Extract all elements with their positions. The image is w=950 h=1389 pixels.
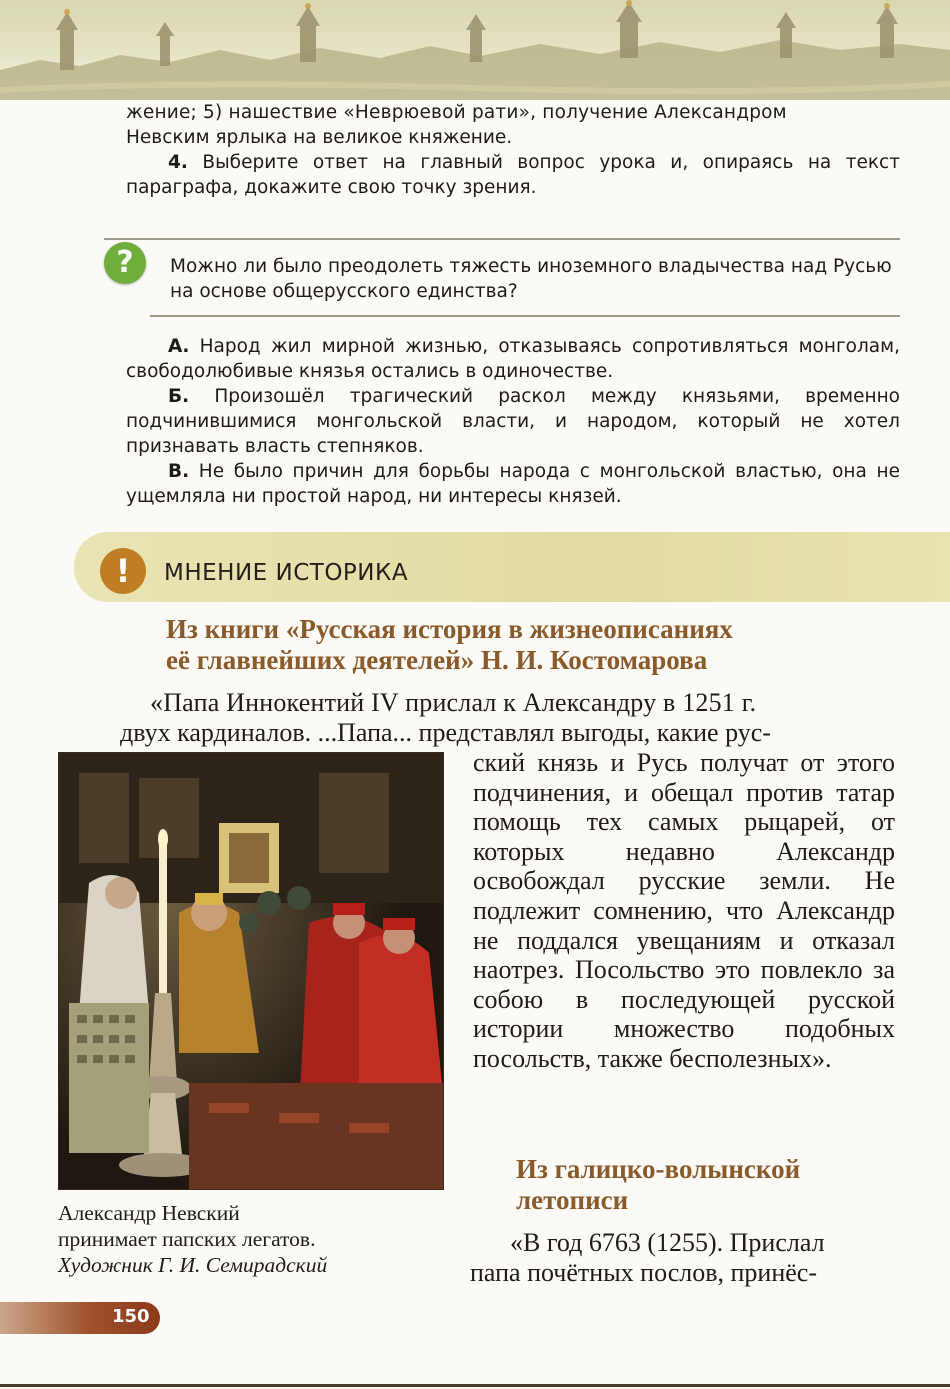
alexander-nevsky-painting: [59, 753, 443, 1189]
chronicle-title-line: летописи: [516, 1185, 629, 1215]
exclamation-icon: !: [100, 548, 146, 594]
task-text: Выберите ответ на главный вопрос урока и, опираясь на текст параграфа, докажите свою точку зрения.: [126, 152, 900, 198]
quote-column: ский князь и Русь получат от этого подчинения, и обещал против татар помощь тех самых рыцарей, от которых недавно Александр освобождал русские земли. Не подлежит сомнению, что Александр не поддался увещаниям и отказал наотрез. Посольство это повлекло за собою в последующей русской истории множество подобных посольств, также бесполезных».: [473, 748, 895, 1073]
book-title-line: Из книги «Русская история в жизнеописаниях: [166, 614, 733, 644]
lesson-question: Можно ли было преодолеть тяжесть иноземного владычества над Русью на основе общерусского единства?: [170, 256, 892, 302]
caption-artist: Художник Г. И. Семирадский: [58, 1253, 328, 1277]
answer-letter: В.: [168, 461, 190, 482]
book-title-line: её главнейших деятелей» Н. И. Костомарова: [166, 645, 708, 675]
bottom-edge: [0, 1384, 950, 1387]
answer-text: Произошёл трагический раскол между князьями, временно подчинившимися монгольской власти, и народом, который не хотел признавать власть степняков.: [126, 386, 901, 457]
answer-option: [126, 384, 900, 459]
answer-text: Народ жил мирной жизнью, отказываясь сопротивляться монголам, свободолюбивые князья остались в одиночестве.: [126, 336, 900, 382]
chronicle-title-line: Из галицко-волынской: [516, 1154, 801, 1184]
task-number: 4.: [168, 152, 188, 173]
quote-line: «Папа Иннокентий IV прислал к Александру в 1251 г.: [150, 688, 757, 717]
chronicle-title: [516, 1154, 896, 1216]
answer-option: [126, 334, 900, 384]
continuation-line: жение; 5) нашествие «Неврюевой рати», получение Александром: [126, 102, 787, 123]
divider: [150, 315, 900, 317]
caption-line: принимает папских легатов.: [58, 1227, 316, 1251]
divider: [104, 238, 900, 240]
answer-text: Не было причин для борьбы народа с монгольской властью, она не ущемляла ни простой народ, ни интересы князей.: [126, 461, 900, 507]
question-icon: ?: [104, 242, 146, 284]
painting-caption: [58, 1200, 438, 1278]
chronicle-text: [470, 1228, 895, 1287]
answer-option: [126, 459, 900, 509]
answer-letter: А.: [168, 336, 190, 357]
answer-options: [126, 334, 900, 509]
caption-line: Александр Невский: [58, 1201, 240, 1225]
painting-image: [58, 752, 444, 1190]
task-4: [126, 150, 900, 200]
quote-full-width-lines: [120, 688, 900, 747]
quote-line: двух кардиналов. ...Папа... представлял выгоды, какие рус-: [120, 717, 771, 747]
continuation-line: Невским ярлыка на великое княжение.: [126, 127, 513, 148]
chronicle-line: папа почётных послов, принёс-: [470, 1257, 818, 1287]
section-heading: МНЕНИЕ ИСТОРИКА: [164, 560, 409, 586]
old-town-panorama-image: [0, 0, 950, 100]
page-number: 150: [112, 1306, 150, 1327]
decorative-header-banner: [0, 0, 950, 100]
book-title: [166, 614, 906, 676]
answer-letter: Б.: [168, 386, 190, 407]
chronicle-line: «В год 6763 (1255). Прислал: [510, 1228, 825, 1257]
previous-task-continuation: [126, 100, 900, 150]
